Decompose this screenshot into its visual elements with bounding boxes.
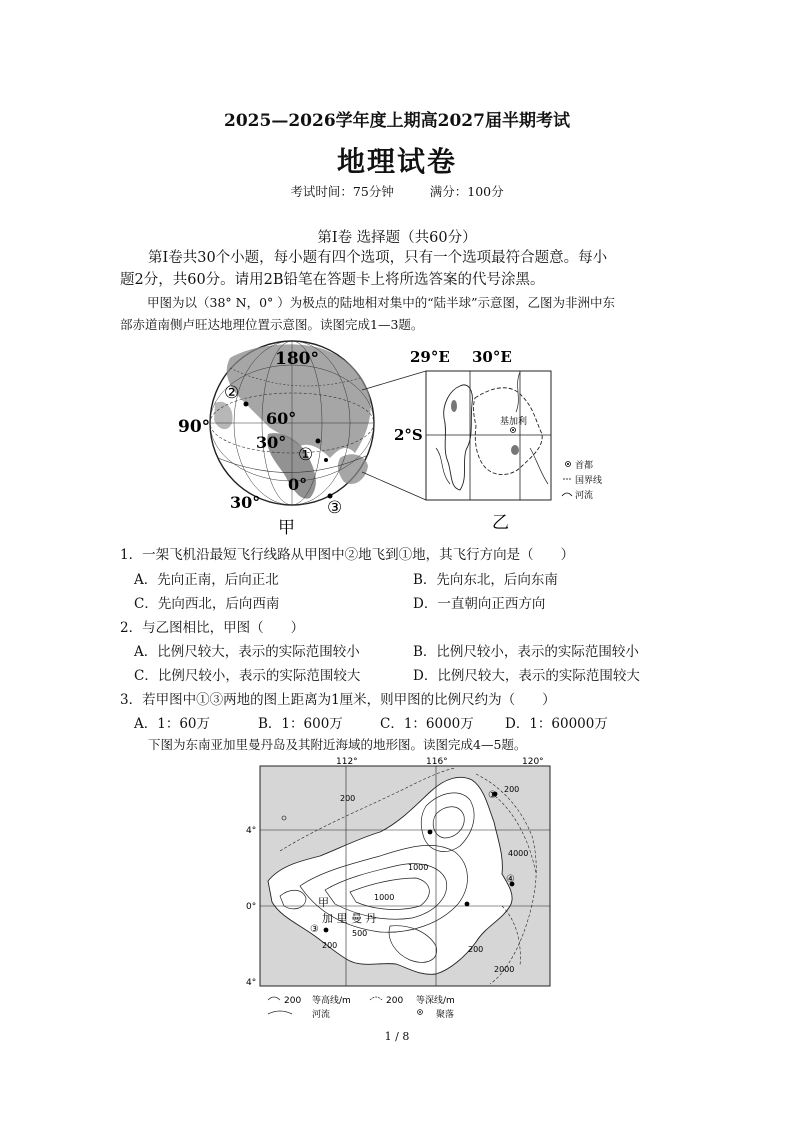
lat-4n: 4°: [246, 826, 257, 836]
subject-title: 地理试卷: [336, 145, 457, 178]
q2-option-c[interactable]: C．比例尺较小，表示的实际范围较大: [134, 668, 361, 684]
legend-contour: 等高线/m: [312, 996, 351, 1006]
q1-option-b[interactable]: B．先向东北，后向东南: [413, 572, 558, 588]
full-score: 满分：100分: [429, 184, 504, 199]
exam-time: 考试时间：75分钟: [290, 184, 394, 199]
label-90: 90°: [178, 417, 211, 437]
q3-option-b[interactable]: B．1：600万: [258, 716, 343, 732]
q1-option-a[interactable]: A．先向正南，后向正北: [134, 572, 279, 588]
legend-river: 河流: [575, 491, 594, 501]
label-29e: 29°E: [410, 348, 450, 366]
legend-contour-value: 200: [284, 996, 302, 1006]
label-30e: 30°E: [472, 348, 512, 366]
figure-2-borneo: [240, 756, 560, 1024]
rwanda-map: [426, 371, 572, 500]
q3-option-a[interactable]: A．1：60万: [134, 716, 211, 732]
caption-jia: 甲: [278, 518, 295, 538]
label-180: 180°: [275, 349, 319, 369]
contour-200-b: 200: [504, 785, 520, 794]
legend-capital: 首都: [575, 461, 594, 471]
legend-isobath-value: 200: [386, 996, 404, 1006]
q1-option-d[interactable]: D．一直朝向正西方向: [413, 596, 546, 612]
contour-200-c: 200: [322, 941, 338, 950]
question-3-stem: 3．若甲图中①③两地的图上距离为1厘米，则甲图的比例尺约为（ ）: [120, 692, 556, 708]
section-heading: 第Ⅰ卷 选择题（共60分）: [317, 230, 477, 246]
contour-200-d: 200: [468, 945, 484, 954]
contour-200-a: 200: [340, 794, 356, 803]
figure-1: [170, 338, 640, 538]
intro2-line-1: 下图为东南亚加里曼丹岛及其附近海域的地形图。读图完成4—5题。: [148, 737, 527, 752]
intro1-line-2: 部赤道南侧卢旺达地理位置示意图。读图完成1—3题。: [120, 317, 424, 332]
island-name: 加 里 曼 丹: [322, 912, 377, 925]
legend-river-2: 河流: [312, 1010, 331, 1020]
instruction-line-1: 第Ⅰ卷共30个小题，每小题有四个选项，只有一个选项最符合题意。每小: [148, 250, 608, 266]
point-3: ③: [327, 498, 343, 518]
marker-4: ④: [506, 874, 515, 885]
marker-3: ③: [310, 924, 319, 935]
city-kigali: 基加利: [500, 417, 528, 427]
label-0: 0°: [288, 475, 308, 494]
exam-title: 2025—2026学年度上期高2027届半期考试: [224, 111, 570, 131]
q2-option-d[interactable]: D．比例尺较大，表示的实际范围较大: [413, 668, 640, 684]
instruction-line-2: 题2分，共60分。请用2B铅笔在答题卡上将所选答案的代号涂黑。: [120, 272, 545, 288]
caption-yi: 乙: [492, 513, 509, 533]
lat-0: 0°: [246, 902, 257, 912]
contour-1000-a: 1000: [408, 863, 429, 872]
lon-120: 120°: [522, 757, 544, 767]
label-60: 60°: [266, 409, 297, 428]
q3-option-c[interactable]: C．1：6000万: [380, 716, 474, 732]
marker-1: ①: [488, 790, 497, 801]
lat-4s: 4°: [246, 978, 257, 988]
contour-500: 500: [352, 929, 368, 938]
label-2s: 2°S: [394, 426, 423, 444]
legend-settlement: 聚落: [436, 1010, 455, 1020]
lon-112: 112°: [336, 757, 358, 767]
q3-option-d[interactable]: D．1：60000万: [505, 716, 608, 732]
question-2-stem: 2．与乙图相比，甲图（ ）: [120, 620, 305, 636]
exam-meta: [0, 182, 794, 200]
contour-1000-b: 1000: [374, 893, 395, 902]
isobath-4000: 4000: [508, 849, 529, 858]
label-30n: 30°: [256, 433, 287, 452]
page-number: 1 / 8: [384, 1030, 410, 1043]
q2-option-a[interactable]: A．比例尺较大，表示的实际范围较小: [134, 644, 360, 660]
q1-option-c[interactable]: C．先向西北，后向西南: [134, 596, 280, 612]
legend-border: 国界线: [575, 476, 603, 486]
question-1-stem: 1．一架飞机沿最短飞行线路从甲图中②地飞到①地，其飞行方向是（ ）: [120, 547, 575, 563]
lon-116: 116°: [426, 757, 448, 767]
isobath-2000: 2000: [494, 965, 515, 974]
label-30s: 30°: [230, 493, 261, 512]
q2-option-b[interactable]: B．比例尺较小，表示的实际范围较小: [413, 644, 639, 660]
point-2: ②: [224, 383, 240, 403]
legend-isobath: 等深线/m: [416, 996, 455, 1006]
label-jia: 甲: [318, 896, 329, 909]
point-1: ①: [298, 445, 314, 465]
intro1-line-1: 甲图为以（38° N，0° ）为极点的陆地相对集中的“陆半球”示意图，乙图为非洲中东: [147, 295, 616, 310]
